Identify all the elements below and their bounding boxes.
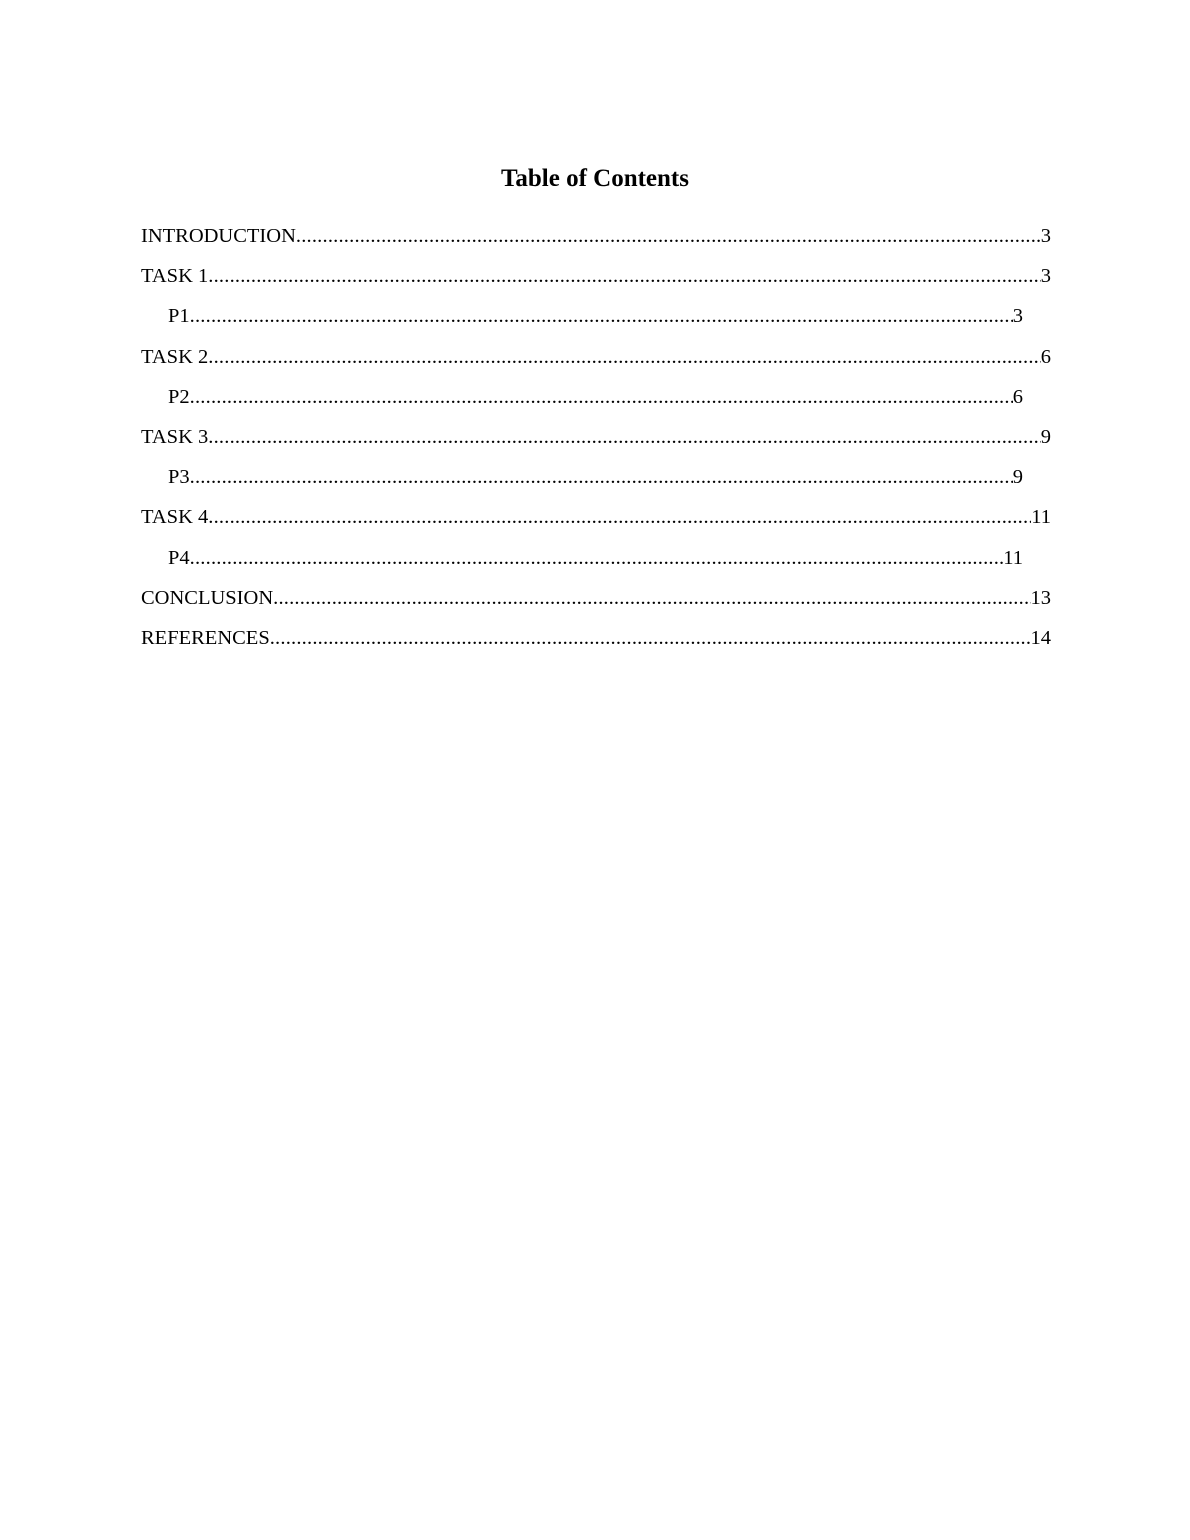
toc-dot-leader bbox=[208, 501, 1031, 533]
toc-dot-leader bbox=[208, 421, 1040, 453]
toc-entry-page-number: 3 bbox=[1041, 220, 1051, 252]
toc-title: Table of Contents bbox=[501, 165, 689, 192]
toc-entry-page-number: 3 bbox=[1013, 300, 1023, 332]
toc-entry-task-4[interactable] bbox=[141, 501, 1051, 541]
toc-entry-page-number: 6 bbox=[1013, 381, 1023, 413]
toc-entry-label: TASK 3 bbox=[141, 421, 208, 453]
toc-entry-label: P1 bbox=[168, 300, 190, 332]
toc-dot-leader bbox=[270, 622, 1031, 654]
toc-entry-page-number: 9 bbox=[1013, 461, 1023, 493]
toc-entry-p2[interactable] bbox=[168, 381, 1023, 421]
toc-entry-label: P2 bbox=[168, 381, 190, 413]
toc-entry-page-number: 13 bbox=[1031, 582, 1052, 614]
toc-dot-leader bbox=[190, 461, 1013, 493]
toc-entry-label: P4 bbox=[168, 542, 190, 574]
toc-entry-label: TASK 4 bbox=[141, 501, 208, 533]
toc-dot-leader bbox=[190, 542, 1004, 574]
toc-entry-page-number: 6 bbox=[1041, 341, 1051, 373]
toc-entry-label: INTRODUCTION bbox=[141, 220, 296, 252]
toc-dot-leader bbox=[296, 220, 1041, 252]
toc-dot-leader bbox=[208, 341, 1040, 373]
toc-list bbox=[141, 220, 1051, 662]
toc-entry-task-2[interactable] bbox=[141, 341, 1051, 381]
toc-entry-p1[interactable] bbox=[168, 300, 1023, 340]
toc-entry-conclusion[interactable] bbox=[141, 582, 1051, 622]
toc-dot-leader bbox=[190, 300, 1013, 332]
toc-entry-label: P3 bbox=[168, 461, 190, 493]
toc-entry-label: REFERENCES bbox=[141, 622, 270, 654]
toc-entry-label: TASK 2 bbox=[141, 341, 208, 373]
toc-entry-label: CONCLUSION bbox=[141, 582, 273, 614]
toc-entry-page-number: 3 bbox=[1041, 260, 1051, 292]
toc-entry-task-1[interactable] bbox=[141, 260, 1051, 300]
toc-entry-references[interactable] bbox=[141, 622, 1051, 662]
toc-entry-p4[interactable] bbox=[168, 542, 1023, 582]
toc-entry-label: TASK 1 bbox=[141, 260, 208, 292]
toc-entry-page-number: 14 bbox=[1031, 622, 1052, 654]
toc-entry-page-number: 11 bbox=[1003, 542, 1023, 574]
toc-dot-leader bbox=[190, 381, 1013, 413]
toc-dot-leader bbox=[273, 582, 1030, 614]
toc-entry-p3[interactable] bbox=[168, 461, 1023, 501]
toc-dot-leader bbox=[208, 260, 1040, 292]
toc-entry-page-number: 11 bbox=[1031, 501, 1051, 533]
toc-entry-task-3[interactable] bbox=[141, 421, 1051, 461]
toc-entry-page-number: 9 bbox=[1041, 421, 1051, 453]
toc-entry-introduction[interactable] bbox=[141, 220, 1051, 260]
